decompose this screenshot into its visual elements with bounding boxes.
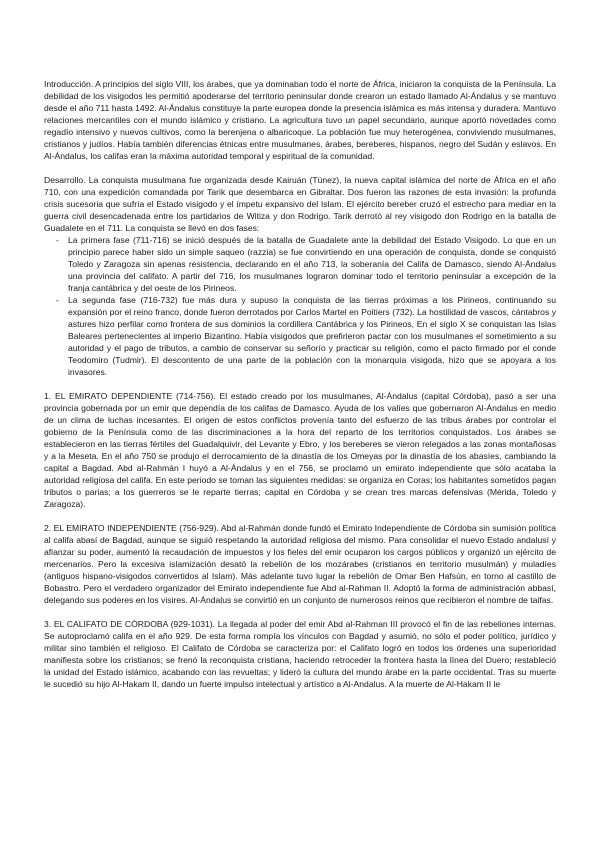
spacer [44,510,556,522]
intro-paragraph: Introducción. A principios del siglo VIII, los árabes, que ya dominaban todo el norte de África, iniciaron la conquista de la Península. La debilidad de los visigodos les permitió apoderarse del territorio peninsular donde crearon un estado llamado Al-Ándalus y se mantuvo desde el año 711 hasta 1492. Al-Ándalus constituye la parte europea donde la presencia islámica es más intensa y duradera. Mantuvo relaciones mercantiles con el mundo islámico y cristiano. La agricultura tuvo un papel secundario, aunque aportó novedades como regadío intensivo y nuevos cultivos, como la berenjena o albaricoque. La población fue muy heterogénea, conviviendo musulmanes, cristianos y judíos. Había también diferencias étnicas entre musulmanes, árabes, bereberes, hispanos, negro del Sudán y eslavos. En Al-Ándalus, los califas eran la máxima autoridad temporal y espiritual de la comunidad. [44,79,556,161]
fases-list [44,234,556,378]
fase-item-1: - La primera fase (711-716) se inició después de la batalla de Guadalete ante la debilidad del Estado Visigodo. Lo que en un principio parece haber sido un simple saqueo (razzia) se fue convirtiendo en una operación de conquista, donde se conquistó Toledo y Zaragoza sin apenas resistencia, declarando en el año 713, la soberanía del Califa de Damasco, siendo Al-Ándalus una provincia del califato. A partir del 716, los musulmanes lograron dominar todo el territorio peninsular a excepción de la franja cantábrica y del oeste de los Pirineos. [54,234,556,294]
section-emirato-dependiente: 1. EL EMIRATO DEPENDIENTE (714-756). El estado creado por los musulmanes, Al-Ándalus (capital Córdoba), pasó a ser una provincia gobernada por un emir que dependía de los califas de Damasco. Ayuda de los valíes que gobernaron Al-Ándalus en medio de un clima de luchas incesantes. El origen de estos conflictos provenía tanto del esfuerzo de las tribus árabes por controlar el gobierno de la Península como de las discriminaciones a la hora del reparto de los territorios conquistados. Los árabes se establecieron en las tierras fértiles del Guadalquivir, del Levante y Ebro, y los bereberes se vieron relegados a las zonas montañosas y a la Meseta. En el año 750 se produjo el derrocamiento de la dinastía de los Omeyas por la dinastía de los abasíes, cambiando la capital a Bagdad. Abd al-Rahmán I huyó a Al-Ándalus y en el 756, se proclamó un emirato independiente que sólo acataba la autoridad religiosa del califa. En este periodo se toman las siguientes medidas: se organiza en Coras; los habitantes sometidos pagan tributos o parias; a los guerreros se le reparte tierras; capital en Córdoba y se crean tres marcas defensivas (Mérida, Toledo y Zaragoza). [44,391,556,509]
fase-item-2: - La segunda fase (716-732) fue más dura y supuso la conquista de las tierras próximas a los Pirineos, continuando su expansión por el reino franco, donde fueron derrotados por Carlos Martel en Poitiers (732). La hostilidad de vascos, cántabros y astures hizo perfilar como frontera de sus dominios la cordillera Cantábrica y los Pirineos, En el siglo X se conquistan las Islas Baleares pertenecientes al imperio Bizantino. Había visigodos que prefirieron pactar con los musulmanes el sometimiento a su autoridad y el pago de tributos, a cambio de conservar su señorío y practicar su religión, como el pacto firmado por el conde Teodomiro (Tudmir). El descontento de una parte de la población con la monarquía visigoda, hizo que se apoyara a los invasores. [54,294,556,378]
desarrollo-paragraph: Desarrollo. La conquista musulmana fue organizada desde Kairuán (Túnez), la nueva capital islámica del norte de África en el año 710, con una expedición comandada por Tarik que desembarca en Gibraltar. Dos fueron las razones de esta invasión: la profunda crisis sucesoria que sufría el Estado visigodo y el ímpetu expansivo del Islam. El ejército bereber cruzó el estrecho para mediar en la guerra civil desencadenada entre los partidarios de Witiza y don Rodrigo. Tarik derrotó al rey visigodo don Rodrigo en la batalla de Guadalete en el 711. La conquista se llevó en dos fases: [44,175,556,233]
spacer [44,378,556,390]
spacer [44,606,556,618]
spacer [44,162,556,174]
section-califato-cordoba: 3. EL CALIFATO DE CÓRDOBA (929-1031). La llegada al poder del emir Abd al-Rahman III provocó el fin de las rebeliones internas. Se autoproclamó califa en el año 929. De esta forma rompía los vínculos con Bagdad y asumió, no sólo el poder político, jurídico y militar sino también el religioso. El Califato de Córdoba se caracteriza por: el Califato logró en todos los órdenes una superioridad manifiesta sobre los cristianos; se frenó la reconquista cristiana, haciendo retroceder la frontera hasta la línea del Duero; restableció la unidad del Estado islámico, acabando con las revueltas; y lideró la cultura del mundo árabe en la parte occidental. Tras su muerte le sucedió su hijo Al-Hakam II, dando un fuerte impulso intelectual y artístico a Al-Andalus. A la muerte de Al-Hakam II le [44,619,556,689]
section-emirato-independiente: 2. EL EMIRATO INDEPENDIENTE (756-929). Abd al-Rahmán donde fundó el Emirato Independiente de Córdoba sin sumisión política al califa abasí de Bagdad, aunque se siguió respetando la autoridad religiosa del mismo. Para consolidar el nuevo Estado andalusí y afianzar su poder, aumentó la recaudación de impuestos y los fieles del emir ocuparon los cargos públicos y organizó un ejército de mercenarios. Pero la excesiva islamización desató la rebelión de los mozárabes (cristianos en territorio musulmán) y muladíes (antiguos hispano-visigodos convertidos al Islam). Más adelante tuvo lugar la rebelión de Omar Ben Hafsún, en torno al castillo de Bobastro. Pero el verdadero organizador del Emirato independiente fue Abd al-Rahman II. Adoptó la forma de administración abbasí, delegando sus poderes en los visires. Al-Ándalus se convirtió en un conjunto de numerosos reinos que recibieron el nombre de taifas. [44,523,556,605]
